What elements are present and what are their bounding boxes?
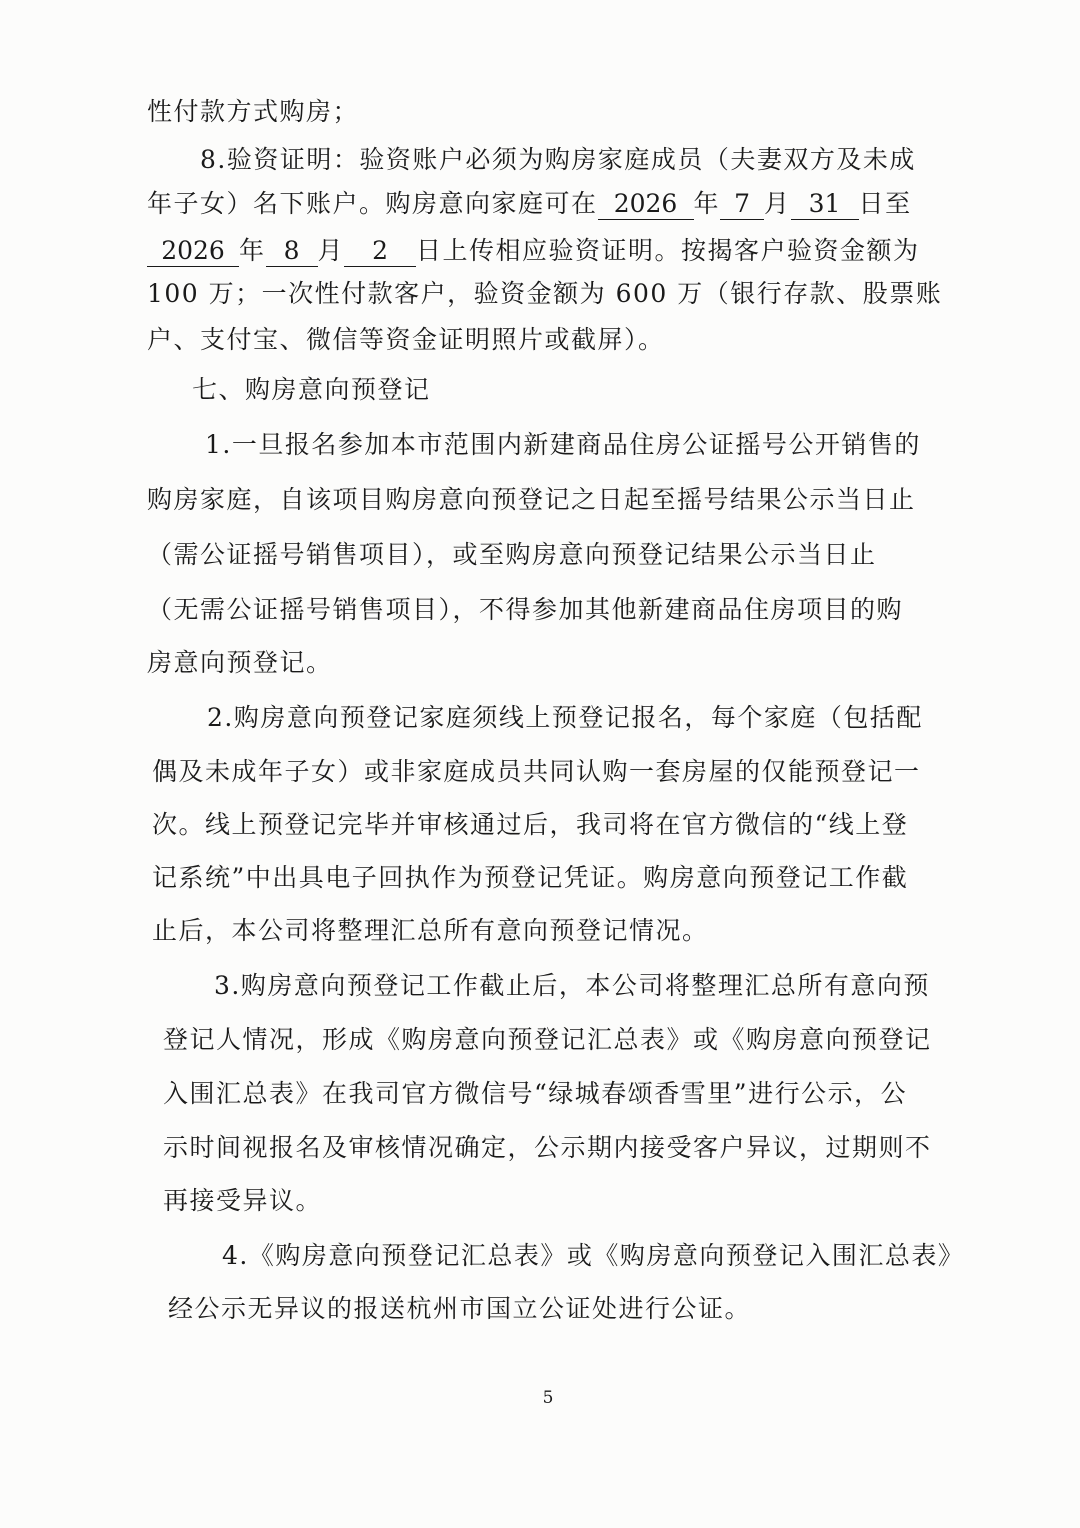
text-line: （需公证摇号销售项目），或至购房意向预登记结果公示当日止 bbox=[147, 540, 877, 569]
text-line: 次。线上预登记完毕并审核通过后，我司将在官方微信的“线上登 bbox=[152, 810, 909, 839]
start-month-field: 7 bbox=[720, 189, 764, 220]
text-line: 止后，本公司将整理汇总所有意向预登记情况。 bbox=[152, 916, 709, 945]
end-month-field: 8 bbox=[266, 236, 318, 267]
month-label: 月 bbox=[764, 189, 791, 218]
text-line: 2.购房意向预登记家庭须线上预登记报名，每个家庭（包括配 bbox=[207, 703, 923, 732]
day-label: 日 bbox=[858, 189, 886, 218]
to-label: 至 bbox=[885, 189, 912, 218]
year-label: 年 bbox=[693, 189, 721, 218]
text-line: 再接受异议。 bbox=[163, 1186, 323, 1215]
text-line: 4.《购房意向预登记汇总表》或《购房意向预登记入围汇总表》 bbox=[222, 1241, 965, 1270]
month-label: 月 bbox=[317, 236, 345, 265]
start-day-field: 31 bbox=[791, 189, 859, 220]
start-year-field: 2026 bbox=[598, 189, 694, 220]
section-heading: 七、购房意向预登记 bbox=[192, 375, 431, 404]
day-label: 日 bbox=[416, 236, 443, 265]
text-line: 1.一旦报名参加本市范围内新建商品住房公证摇号公开销售的 bbox=[205, 430, 921, 459]
text-line: 经公示无异议的报送杭州市国立公证处进行公证。 bbox=[168, 1294, 752, 1323]
text-line: 购房家庭，自该项目购房意向预登记之日起至摇号结果公示当日止 bbox=[147, 485, 916, 514]
end-day-field: 2 bbox=[344, 236, 416, 267]
text-line: 偶及未成年子女）或非家庭成员共同认购一套房屋的仅能预登记一 bbox=[152, 757, 921, 786]
text-line: （无需公证摇号销售项目），不得参加其他新建商品住房项目的购 bbox=[147, 595, 904, 624]
text-line: 3.购房意向预登记工作截止后，本公司将整理汇总所有意向预 bbox=[214, 971, 930, 1000]
end-year-field: 2026 bbox=[147, 236, 239, 267]
text-line: 100 万；一次性付款客户，验资金额为 600 万（银行存款、股票账 bbox=[147, 279, 943, 308]
text-line-with-dates bbox=[147, 184, 912, 224]
page-number: 5 bbox=[542, 1388, 554, 1408]
text-segment: 年子女）名下账户。购房意向家庭可在 bbox=[147, 189, 598, 218]
text-line-with-dates bbox=[147, 231, 920, 271]
year-label: 年 bbox=[239, 236, 266, 265]
text-line: 8.验资证明：验资账户必须为购房家庭成员（夫妻双方及未成 bbox=[200, 145, 916, 174]
text-line: 登记人情况，形成《购房意向预登记汇总表》或《购房意向预登记 bbox=[163, 1025, 932, 1054]
text-line: 示时间视报名及审核情况确定，公示期内接受客户异议，过期则不 bbox=[163, 1133, 932, 1162]
text-line: 户、支付宝、微信等资金证明照片或截屏）。 bbox=[147, 325, 665, 354]
text-segment: 上传相应验资证明。按揭客户验资金额为 bbox=[442, 236, 920, 265]
text-line: 入围汇总表》在我司官方微信号“绿城春颂香雪里”进行公示，公 bbox=[163, 1079, 908, 1108]
text-line: 性付款方式购房； bbox=[147, 97, 360, 126]
text-line: 记系统”中出具电子回执作为预登记凭证。购房意向预登记工作截 bbox=[152, 863, 909, 892]
text-line: 房意向预登记。 bbox=[147, 648, 333, 677]
